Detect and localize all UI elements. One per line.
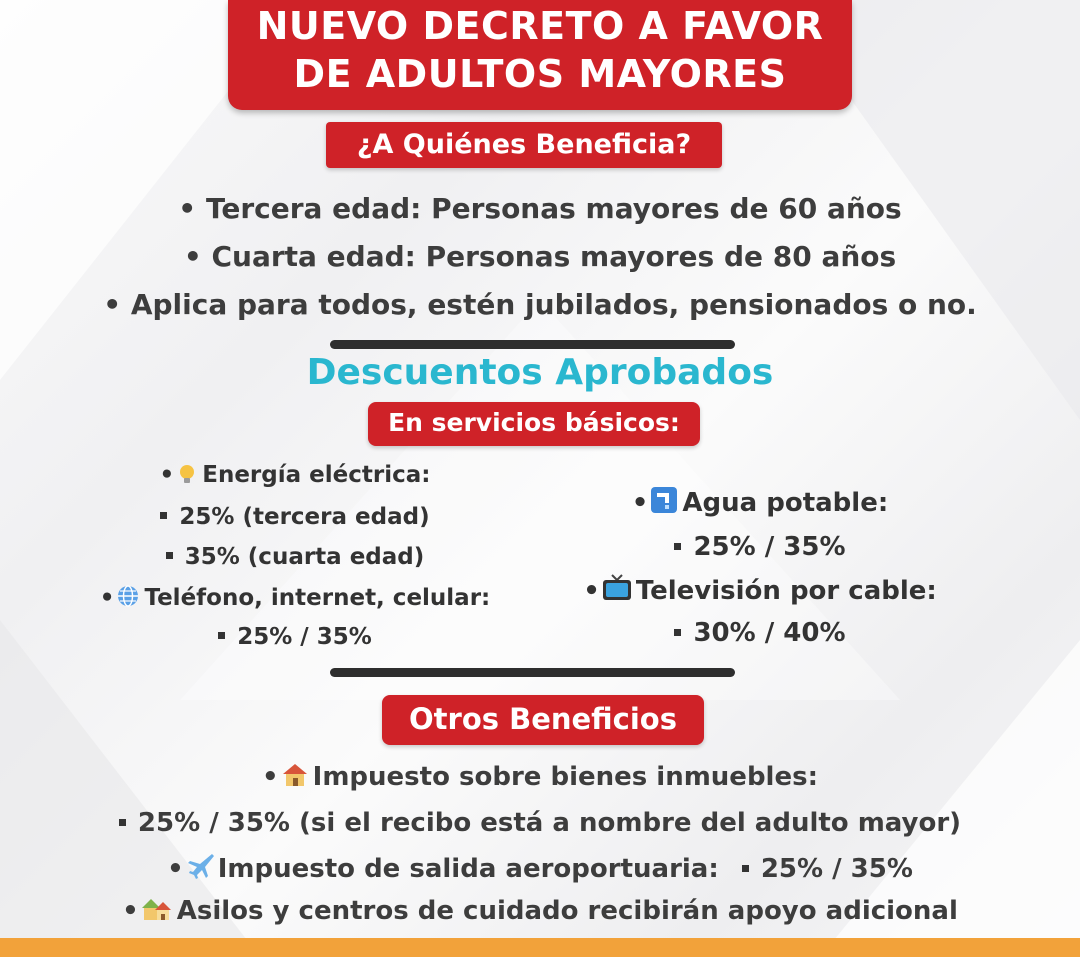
lightbulb-icon <box>176 463 198 491</box>
title-line-1: NUEVO DECRETO A FAVOR <box>256 4 824 48</box>
beneficia-item-2: • Cuarta edad: Personas mayores de 80 años <box>183 240 897 273</box>
tv-value: 30% / 40% <box>693 618 846 648</box>
descuentos-heading: Descuentos Aprobados <box>306 352 774 393</box>
otros-label: Otros Beneficios <box>382 695 704 745</box>
energia-item: • Energía eléctrica: <box>80 462 510 491</box>
agua-value-item <box>560 532 960 562</box>
square-bullet <box>166 552 173 559</box>
agua-item: • Agua potable: <box>560 486 960 521</box>
telefono-title: Teléfono, internet, celular: <box>144 585 491 611</box>
aeropuerto-item: • Impuesto de salida aeroportuaria: 25% / 35% <box>0 852 1080 887</box>
tv-title: Televisión por cable: <box>635 576 937 606</box>
square-bullet <box>674 543 681 550</box>
faucet-icon <box>650 486 678 521</box>
telefono-value: 25% / 35% <box>237 624 372 650</box>
tv-item: • Televisión por cable: <box>560 574 960 609</box>
divider-1 <box>330 340 735 349</box>
inmuebles-value: 25% / 35% (si el recibo está a nombre del adulto mayor) <box>137 808 962 838</box>
aeropuerto-title: Impuesto de salida aeroportuaria: <box>217 854 719 884</box>
energia-value-1-item <box>80 504 510 530</box>
aeropuerto-value: 25% / 35% <box>760 854 913 884</box>
asilos-text: Asilos y centros de cuidado recibirán apoyo adicional <box>176 896 958 926</box>
agua-value: 25% / 35% <box>693 532 846 562</box>
energia-title: Energía eléctrica: <box>202 462 431 488</box>
airplane-icon <box>186 852 214 887</box>
beneficia-item-1: • Tercera edad: Personas mayores de 60 años <box>178 192 902 225</box>
asilos-item: • Asilos y centros de cuidado recibirán apoyo adicional <box>0 896 1080 929</box>
energia-value-2: 35% (cuarta edad) <box>184 544 425 570</box>
agua-title: Agua potable: <box>682 488 889 518</box>
inmuebles-item: • Impuesto sobre bienes inmuebles: <box>0 762 1080 795</box>
telefono-value-item <box>80 624 510 650</box>
divider-2 <box>330 668 735 677</box>
bottom-strip <box>0 938 1080 957</box>
square-bullet <box>160 512 167 519</box>
title-line-2: DE ADULTOS MAYORES <box>293 52 787 96</box>
square-bullet <box>218 632 225 639</box>
beneficia-label: ¿A Quiénes Beneficia? <box>326 122 722 168</box>
square-bullet <box>119 819 126 826</box>
house-icon <box>281 762 309 795</box>
square-bullet <box>674 629 681 636</box>
tv-icon <box>602 574 632 609</box>
inmuebles-value-item <box>0 808 1080 838</box>
square-bullet <box>742 865 749 872</box>
servicios-label: En servicios básicos: <box>368 402 700 446</box>
beneficia-item-3: • Aplica para todos, estén jubilados, pensionados o no. <box>103 288 977 321</box>
inmuebles-title: Impuesto sobre bienes inmuebles: <box>312 762 818 792</box>
telefono-item: • Teléfono, internet, celular: <box>70 584 520 614</box>
tv-value-item <box>560 618 960 648</box>
houses-icon <box>141 896 173 929</box>
energia-value-1: 25% (tercera edad) <box>179 504 430 530</box>
title-banner <box>228 0 852 110</box>
globe-icon <box>116 584 140 614</box>
energia-value-2-item <box>80 544 510 570</box>
